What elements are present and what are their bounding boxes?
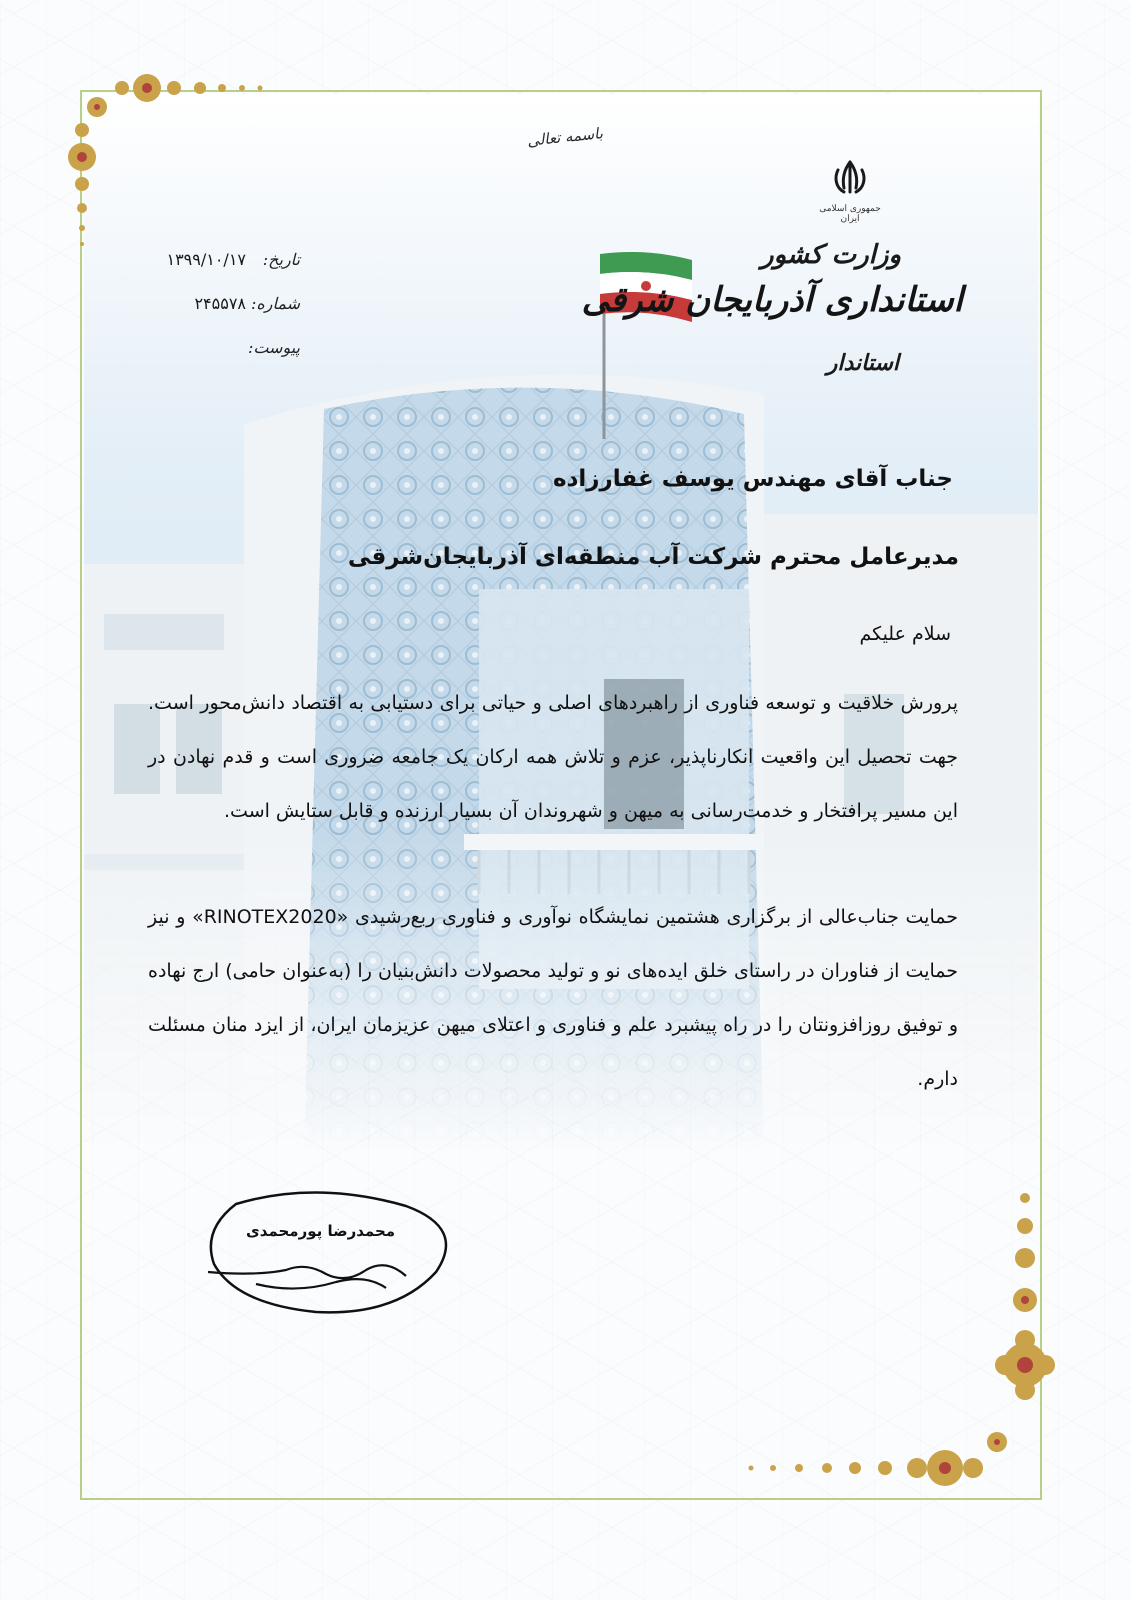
signer-name: محمدرضا پورمحمدی [246,1222,396,1240]
number-value: ۲۴۵۵۷۸ [194,294,246,313]
number-label: شماره: [250,294,300,313]
addressee-position: مدیرعامل محترم شرکت آب منطقه‌ای آذربایجان‌شرقی [347,544,959,570]
salutation: سلام علیکم [859,623,951,645]
date-row [140,250,300,294]
body-paragraph-1: پرورش خلاقیت و توسعه فناوری از راهبردهای اصلی و حیاتی برای دستیابی به اقتصاد دانش‌محور است. جهت تحصیل این واقعیت انکارناپذیر، عزم و تلاش همه ارکان یک جامعه ضروری است و قدم نهادن در این مسیر پرافتخار و خدمت‌رسانی به میهن و شهروندان آن بسیار ارزنده و قابل ستایش است. [148,692,958,822]
office-title: استاندار [826,350,899,376]
date-value: ۱۳۹۹/۱۰/۱۷ [166,250,246,269]
top-left-ornament [52,62,282,252]
handwritten-signature [196,1184,476,1334]
addressee: جناب آقای مهندس یوسف غفارزاده [553,466,953,492]
iran-emblem-icon [830,158,870,198]
date-label: تاریخ: [262,250,300,269]
bottom-right-ornament [735,1190,1075,1490]
invocation-text: باسمه تعالی [526,124,604,150]
letter-meta [140,250,300,382]
governorate-title: استانداری آذربایجان شرقی [581,280,963,320]
emblem-caption: جمهوری اسلامی ایران [819,204,881,224]
emblem-block [818,158,882,224]
body-paragraph-2: حمایت جناب‌عالی از برگزاری هشتمین نمایشگاه نوآوری و فناوری ربع‌رشیدی «RINOTEX2020» و نیز حمایت از فناوران در راستای خلق ایده‌های نو و تولید محصولات دانش‌بنیان را (به‌عنوان حامی) ارج نهاده و توفیق روزافزونتان را در راه پیشبرد علم و فناوری و اعتلای میهن عزیزمان ایران، از ایزد منان مسئلت دارم. [148,906,958,1090]
attachment-label: پیوست: [247,338,300,357]
number-row [140,294,300,338]
attachment-row [140,338,300,382]
ministry-title: وزارت کشور [761,240,901,270]
